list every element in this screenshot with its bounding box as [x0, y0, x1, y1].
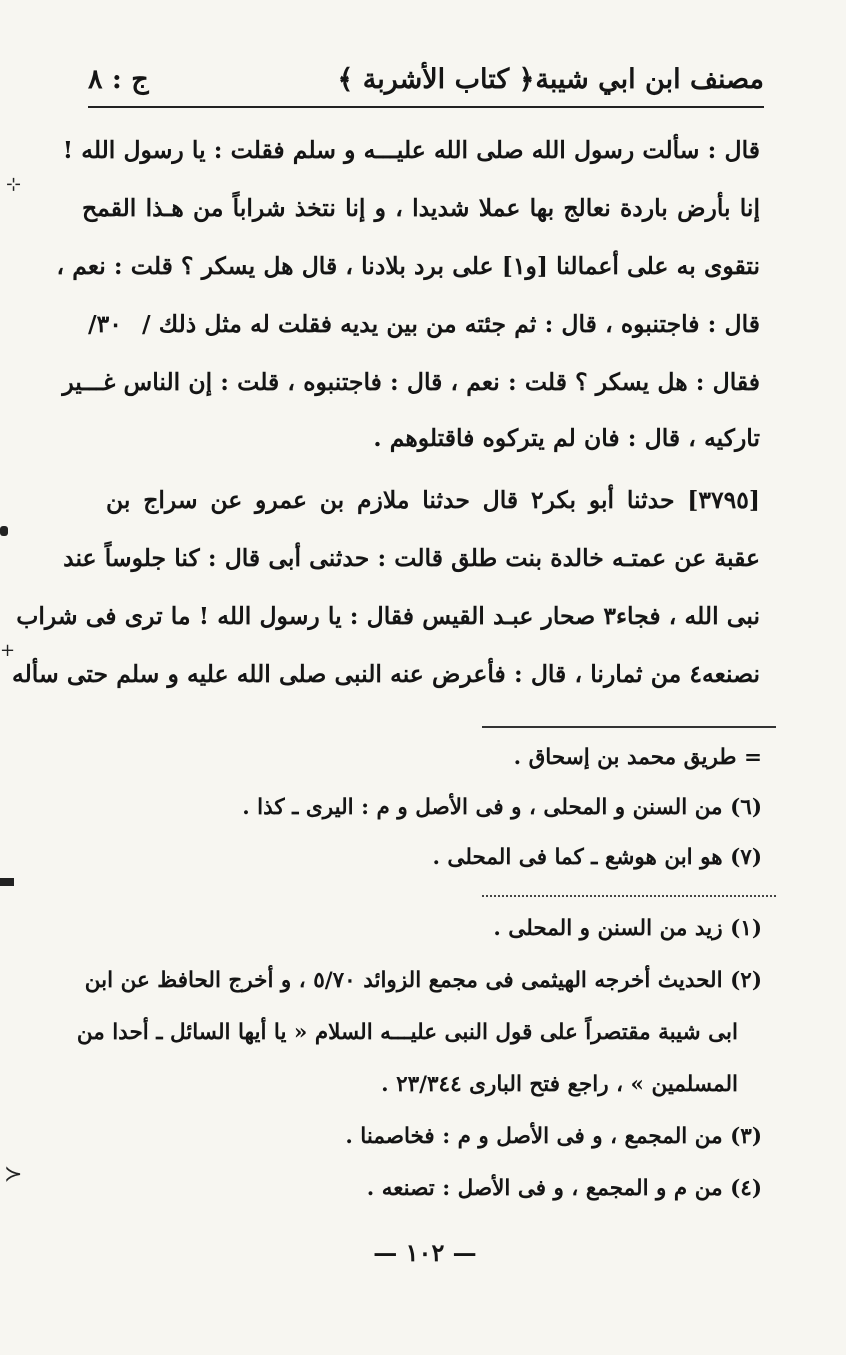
text-line: إنا بأرض باردة نعالج بها عملا شديدا ، و إنا نتخذ شراباً من هـذا القمح: [82, 194, 760, 222]
margin-tick-mark: ⊹: [6, 174, 22, 195]
text-line: قال : فاجتنبوه ، قال : ثم جئته من بين يديه فقلت له مثل ذلك /: [142, 310, 760, 338]
text-line: نصنعه٤ من ثمارنا ، قال : فأعرض عنه النبى صلى الله عليه و سلم حتى سأله: [12, 660, 760, 688]
header-rule: [88, 106, 764, 108]
page-number: — ١٠٢ —: [373, 1238, 477, 1267]
text-line: قال : سألت رسول الله صلى الله عليـــه و سلم فقلت : يا رسول الله !: [62, 136, 760, 164]
footnote-separator: [482, 726, 776, 728]
footnote-line: (٧) هو ابن هوشع ـ كما فى المحلى .: [432, 845, 762, 870]
text-line: نتقوى به على أعمالنا [و١] على برد بلادنا ، قال هل يسكر ؟ قلت : نعم ،: [56, 252, 760, 280]
margin-reference: ٣٠/: [88, 310, 122, 338]
footnote-line: (٦) من السنن و المحلى ، و فى الأصل و م : اليرى ـ كذا .: [242, 795, 762, 820]
book-title: مصنف ابن ابي شيبة: [535, 64, 764, 95]
footnote-separator: [482, 895, 776, 897]
running-header: [88, 62, 764, 106]
footnote-line: (٤) من م و المجمع ، و فى الأصل : تصنعه .: [366, 1176, 762, 1201]
margin-tick-mark: ≻: [4, 1162, 23, 1187]
margin-dot-mark: [0, 878, 14, 886]
footnote-line: المسلمين » ، راجع فتح البارى ٢٣/٣٤٤ .: [381, 1072, 738, 1097]
volume-number: ج : ٨: [88, 64, 149, 95]
footnote-line: (١) زيد من السنن و المحلى .: [493, 916, 762, 941]
footnote-line: ابى شيبة مقتصراً على قول النبى عليـــه السلام « يا أيها السائل ـ أحدا من: [76, 1020, 738, 1045]
text-line: نبى الله ، فجاء٣ صحار عبـد القيس فقال : يا رسول الله ! ما ترى فى شراب: [16, 602, 760, 630]
text-line: فقال : هل يسكر ؟ قلت : نعم ، قال : فاجتنبوه ، قلت : إن الناس غـــير: [62, 368, 760, 396]
text-line: عقبة عن عمتـه خالدة بنت طلق قالت : حدثنى أبى قال : كنا جلوساً عند: [63, 544, 760, 572]
margin-dot-mark: [0, 526, 8, 536]
chapter-title: ﴿ كتاب الأشربة ﴾: [337, 64, 535, 95]
margin-tick-mark: +: [0, 640, 16, 661]
footnote-line: (٣) من المجمع ، و فى الأصل و م : فخاصمنا .: [345, 1124, 762, 1149]
text-line: تاركيه ، قال : فان لم يتركوه فاقتلوهم .: [373, 424, 760, 452]
text-line: [٣٧٩٥] حدثنا أبو بكر٢ قال حدثنا ملازم بن عمرو عن سراج بن: [106, 486, 760, 514]
footnote-line: (٢) الحديث أخرجه الهيثمى فى مجمع الزوائد ٥/٧٠ ، و أخرج الحافظ عن ابن: [84, 968, 762, 993]
footnote-line: = طريق محمد بن إسحاق .: [513, 745, 762, 770]
